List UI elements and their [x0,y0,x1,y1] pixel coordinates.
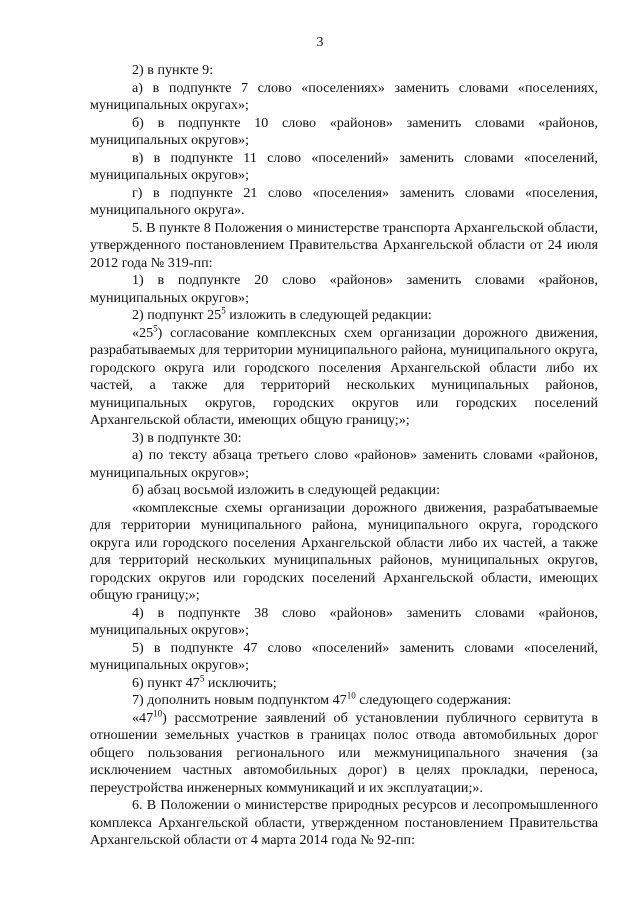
paragraph-subitem-b-2: б) абзац восьмой изложить в следующей редакции: [132,482,440,498]
paragraph-quote-47-10: «$47^{10}$) рассмотрение заявлений об установлении публичного сервитута в отношении земельных участков в границах полос отвода автомобильных дорог общего пользования регионального или межмуниципального значения (за исключением частных автомобильных дорог) в целях прокладки, переноса, переустройства инженерных коммуникаций и их эксплуатации;». [90,707,598,796]
paragraph-item-3: 3) в подпункте 30: [132,429,242,446]
paragraph-quote-schemes: «комплексные схемы организации дорожного движения, разрабатываемые для территории муниципального района, муниципального округа, городского округа или городского поселения Архангельской области либо их частей, а также для территорий нескольких муниципальных районов, муниципальных округов, городских округов или городских поселений Архангельской области, имеющих общую границу;»; [90,499,598,603]
paragraph-subitem-b: б) в подпункте 10 слово «районов» заменить словами «районов, муниципальных округов»; [90,114,598,148]
paragraph-item-2: 2) в пункте 9: [132,62,214,78]
page-number: 3 [316,35,324,50]
paragraph-subitem-a: а) в подпункте 7 слово «поселениях» заменить словами «поселениях, муниципальных округах»; [90,79,598,113]
paragraph-item-1: 1) в подпункте 20 слово «районов» заменить словами «районов, муниципальных округов»; [90,272,598,306]
document-body [90,62,598,850]
paragraph-section-5: 5. В пункте 8 Положения о министерстве транспорта Архангельской области, утвержденного постановлением Правительства Архангельской области от 24 июля 2012 года № 319-пп: [90,219,598,271]
paragraph-subitem-g: г) в подпункте 21 слово «поселения» заменить словами «поселения, муниципального округа». [90,184,598,218]
paragraph-item-5: 5) в подпункте 47 слово «поселений» заменить словами «поселений, муниципальных округов»; [90,639,598,673]
paragraph-section-6: 6. В Положении о министерстве природных ресурсов и лесопромышленного комплекса Архангельской области, утвержденном постановлением Правительства Архангельской области от 4 марта 2014 года № 92-пп: [90,797,598,848]
paragraph-subitem-v: в) в подпункте 11 слово «поселений» заменить словами «поселений, муниципальных округов»; [90,149,598,183]
paragraph-item-4: 4) в подпункте 38 слово «районов» заменить словами «районов, муниципальных округов»; [90,604,598,638]
paragraph-quote-25-5: «$25^5$) согласование комплексных схем организации дорожного движения, разрабатываемых для территории муниципального района, муниципального округа, городского округа или городского поселения Архангельской области либо их частей, а также для территорий нескольких муниципальных районов, муниципальных округов, городских округов или городских поселений Архангельской области, имеющих общую границу;»; [90,322,598,428]
paragraph-item-7: 7) дополнить новым подпунктом $47^{10}$ следующего содержания: [132,690,512,708]
paragraph-item-6: 6) пункт $47^5$ исключить; [132,672,277,691]
paragraph-item-2-25-5: 2) подпункт $25^5$ изложить в следующей редакции: [132,305,432,323]
paragraph-subitem-a-2: а) по тексту абзаца третьего слово «районов» заменить словами «районов, муниципальных округов»; [90,447,598,481]
